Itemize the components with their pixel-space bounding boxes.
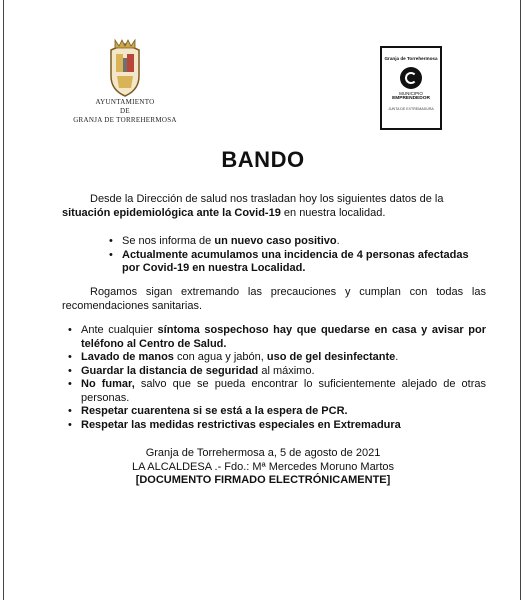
list-item (68, 378, 486, 405)
status-list (109, 235, 486, 276)
item-bold: Actualmente acumulamos una incidencia de 4 personas afectadas por Covid-19 en nuestra Localidad. (122, 248, 469, 274)
item-text: salvo que se pueda encontrar lo suficientemente alejado de otras personas. (81, 378, 486, 404)
item-text: con agua y jabón, (173, 351, 267, 363)
item-bold: No fumar, (81, 378, 135, 390)
list-item (68, 324, 486, 351)
badge-town: Granja de Torrehermosa (384, 56, 438, 61)
item-bold: Guardar la distancia de seguridad (81, 364, 259, 377)
emprendedor-logo-icon (400, 67, 422, 89)
badge-line: EMPRENDEDOR (392, 96, 430, 101)
list-item (109, 235, 486, 249)
list-item (68, 405, 486, 419)
signature-signer: LA ALCALDESA .- Fdo.: Mª Mercedes Moruno Martos (131, 460, 395, 473)
signature-stamp: [DOCUMENTO FIRMADO ELECTRÓNICAMENTE] (135, 474, 391, 486)
badge-footer: JUNTA DE EXTREMADURA (388, 107, 434, 111)
item-text: Ante cualquier (81, 324, 158, 336)
signature-block (0, 447, 526, 488)
ayuntamiento-line: AYUNTAMIENTO (95, 98, 155, 106)
item-text: . (336, 235, 340, 247)
intro-bold: situación epidemiológica ante la Covid-19 (62, 206, 281, 219)
badge-line: MUNICIPIO (399, 91, 423, 96)
item-bold: síntoma sospechoso hay que quedarse en casa y avisar por teléfono al Centro de Salud. (81, 324, 486, 350)
item-bold: un nuevo caso positivo (214, 235, 337, 247)
item-bold: uso de gel desinfectante (266, 351, 396, 363)
ayuntamiento-line: DE (120, 107, 130, 115)
item-bold: Lavado de manos (81, 351, 174, 363)
intro-paragraph (62, 193, 486, 220)
item-bold: Respetar cuarentena si se está a la espera de PCR. (81, 405, 348, 417)
recommendations-list (68, 324, 486, 432)
list-item (109, 249, 486, 276)
intro-text: en nuestra localidad. (280, 206, 386, 219)
municipal-crest (73, 36, 177, 125)
item-bold: Respetar las medidas restrictivas especiales en Extremadura (81, 418, 401, 431)
list-item (68, 351, 486, 365)
list-item (68, 419, 486, 433)
municipio-emprendedor-badge (380, 46, 442, 130)
item-text: al máximo. (258, 364, 315, 377)
page-title: BANDO (221, 147, 305, 172)
signature-date: Granja de Torrehermosa a, 5 de agosto de 2021 (145, 447, 381, 459)
list-item (68, 365, 486, 379)
ayuntamiento-line: GRANJA DE TORREHERMOSA (73, 116, 177, 124)
request-text: Rogamos sigan extremando las precauciones y cumplan con todas las recomendaciones sanitarias. (62, 286, 486, 312)
item-text: Se nos informa de (122, 235, 215, 247)
request-paragraph (62, 286, 486, 313)
item-text: . (395, 351, 399, 363)
coat-of-arms-icon (105, 36, 145, 98)
ayuntamiento-label (70, 98, 180, 125)
intro-text: Desde la Dirección de salud nos trasladan hoy los siguientes datos de la (90, 193, 444, 205)
